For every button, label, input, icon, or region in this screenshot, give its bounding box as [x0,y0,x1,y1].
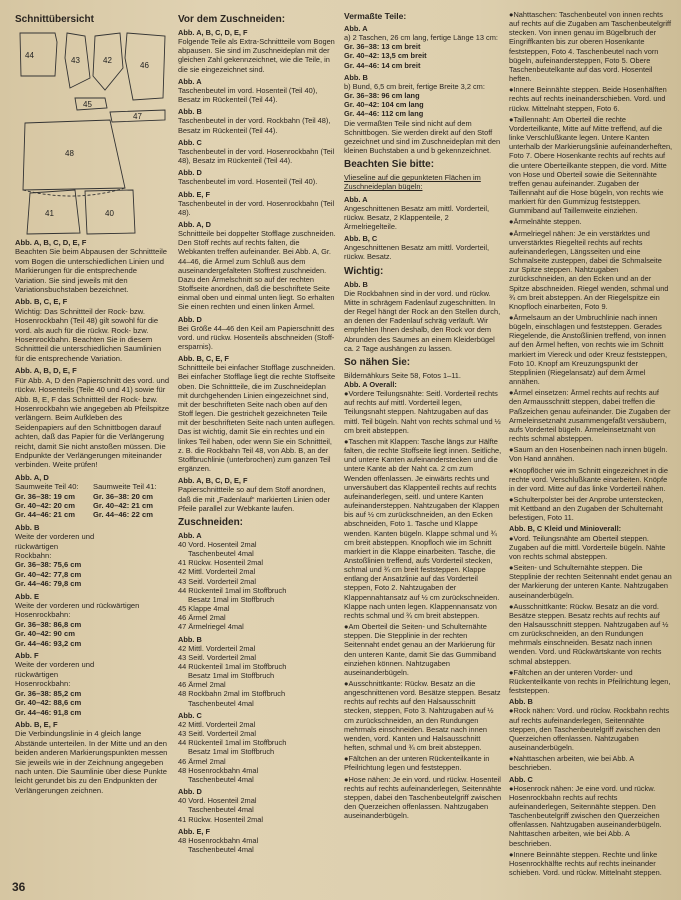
cutting-group [178,531,336,632]
cutting-title: Zuschneiden: [178,516,244,528]
instruction-step: ● Vord. Teilungsnähte am Oberteil steppen. Zugaben auf die mittl. Vorderteile bügeln. Nähte von rechts schmal absteppen. [509,534,673,561]
cutting-item: Taschenbeutel 4mal [188,698,254,708]
size-value: Gr. 44–46: 22 cm [93,510,153,520]
diagram-label-47: 47 [133,112,142,121]
diagram-label-44: 44 [25,51,34,60]
size-value: Gr. 40–42: 88,6 cm [15,698,82,708]
size-value: Gr. 44–46: 14 cm breit [344,60,421,70]
section-heading: Abb. B, C, E, F [178,354,229,364]
section-text: Taschenbeutel in der vord. Rockbahn (Teil 48), Besatz im Rückenteil (Teil 44). [178,116,331,135]
section-text: a) 2 Taschen, 26 cm lang, fertige Länge 13 cm: [344,33,498,43]
cutting-item: 40 Vord. Hosenteil 2mal [178,796,257,806]
cutting-item: 48 Rockbahn 2mal im Stoffbruch [178,689,286,699]
section-heading: Abb. E [15,591,40,601]
instruction-step: ● Knopflöcher wie im Schnitt eingezeichnet in die rechte vord. Verschlußkante einarbeiten. Knöpfe in der vord. Mitte auf das linke Vorderteil nähen. [509,466,673,493]
instruction-step: ● Nahttaschen: Taschenbeutel von innen rechts auf rechts auf die Zugaben am Taschenbeutelgriff stecken. Von innen genau im Bügelbruch der Eingriffkanten bis zur oberen Hosenkante feststeppen, Foto 4. Taschenbeutel nach vorn bügeln, aufeinandersteppen, Foto 5. Obere Taschenbeutelkante auf das vord. Hosenteil heften. [509,10,673,83]
section-heading: Abb. D [178,314,202,324]
instruction-step: ● Ausschnittkante: Rückw. Besatz an die vord. Besätze steppen. Besatz rechts auf rechts auf den Halsausschnitt steppen. Nahtzugaben auf ½ cm zurückschneiden, an den Rundungen mehrmals einschneiden. Besatz nach innen wenden. Vord. und Rückwärtskante von rechts schmal absteppen. [509,602,673,666]
instruction-step: ● Innere Beinnähte steppen. Rechte und linke Hosenrockhälfte rechts auf rechts ineinander schieben. Vord. und rückw. Mittelnaht steppen. [509,850,673,877]
cutting-item: 43 Seitl. Vorderteil 2mal [178,576,257,586]
section-heading: Abb. B [344,72,368,82]
section-text: Weite der vorderen und rückwärtigen Hosenrockbahn: [15,660,95,689]
instruction-step: ● Nahttaschen arbeiten, wie bei Abb. A beschrieben. [509,754,673,772]
diagram-label-48: 48 [65,149,74,158]
instruction-step: ● Taschen mit Klappen: Tasche längs zur Hälfte falten, die rechte Stoffseite liegt innen. Seitliche, und untere Kanten aufeinanderstecken und die untere Kante ab der Naht ca. 2 cm zum Wenden offenlassen. Je einwärts rechts und unversäubert das Klappenteil rechts auf rechts aufeinanderlegen, seitl. und untere Kanten aufeinandersteppen. Nahtzugaben der Klappen bis auf ½ cm zurückschneiden, an den Ecken abschneiden, Foto 1. Tasche und Klappe wenden. Kanten bügeln. Klappe schmal und ¾ cm breit absteppen. Knopfloch wie im Schnitt markiert in die Klappe einarbeiten. Tasche, die Anstoßlinien treffend, aufs Vorderteil stecken, schmal und ¾ cm breit feststeppen. Klappe entlang der Ansatzlinie auf das Vorderteil steppen, Foto 2. Nahtzugaben der Klappennahtansatz auf ½ cm zurückschneiden. Klappe nach unten legen. Klappennansatz von rechts schmal und ¾ cm breit absteppen. [344,437,502,620]
cutting-item: Taschenbeutel 4mal [188,774,254,784]
section-text: Papierschnittteile so auf dem Stoff anordnen, daß die mit „Fadenlauf“ markierten Linien oder Pfeile parallel zur Webkante laufen. [178,485,330,513]
size-value: Gr. 44–46: 79,8 cm [15,579,82,589]
cutting-group-heading: Abb. D [178,787,202,797]
instruction-step: ● Vordere Teilungsnähte: Seitl. Vorderteil rechts auf rechts auf mittl. Vorderteil legen, Teilungsnaht steppen. Nahtzugaben auf das mittl. Teil bügeln. Naht von rechts schmal und ½ cm breit absteppen. [344,389,502,435]
size-value: Gr. 36–38: 96 cm lang [344,91,420,101]
instruction-step: ● Innere Beinnähte steppen. Beide Hosenhälften rechts auf rechts ineinanderschieben. Vord. und rückw. Mittelnaht steppen, Foto 6. [509,85,673,112]
size-value: Gr. 36–38: 13 cm breit [344,42,421,52]
section-heading: Abb. B, C [344,234,378,244]
instruction-step: ● Am Oberteil die Seiten- und Schulternähte steppen. Die Stepplinie in der rechten Seitennaht endet genau an der Markierung für den unteren Kante, damit Sie das Gummiband einziehen können. Nahtzugaben auseinanderbügeln. [344,622,502,677]
cutting-item: 46 Ärmel 2mal [178,680,226,690]
column-4 [509,10,673,879]
instruction-step: ● Hose nähen: Je ein vord. und rückw. Hosenteil rechts auf rechts aufeinanderlegen, Seitennähte steppen, dabei den Taschenbeutelgriff zwischen den Querzeichen offenlassen. Nahtzugaben auseinanderbügeln. [344,775,502,821]
cutting-group-heading: Abb. E, F [178,826,211,836]
section-text: Taschenbeutel im vord. Hosenteil (Teil 40), Besatz im Rückenteil (Teil 44). [178,85,318,105]
sewing-title: So nähen Sie: [344,356,411,368]
section-text: b) Bund, 6,5 cm breit, fertige Breite 3,2 cm: [344,81,485,91]
section-text: Folgende Teile als Extra-Schnittteile vom Bogen abpausen. Sie sind im Zuschneideplan mit der gleichen Zahl gekennzeichnet, wie die Teile, in die sie eingezeichnet sind. [178,37,335,74]
diagram-label-41: 41 [45,209,54,218]
cutting-item: Besatz 1mal im Stoffbruch [188,747,275,757]
diagram-label-42: 42 [103,56,112,65]
size-header: Saumweite Teil 40: [15,482,79,492]
section-heading: Abb. C [178,137,202,147]
section-heading: Abb. A [344,194,368,204]
section-heading: Abb. B [509,697,533,707]
section-text: Die Rockbahnen sind in der vord. und rückw. Mitte in schrägem Fadenlauf zugeschnitten. In der Regel hängt der Rock an den Stellen durch, an denen der Fadenlauf schräg verläuft. Wir empfehlen Ihnen deshalb, den Rock vor dem Abrunden des Saumes an einem Kleiderbügel ca. 2 Tage aushängen zu lassen. [344,288,501,353]
diagram-label-43: 43 [71,56,80,65]
section-text: Wichtig: Das Schnittteil der Rock- bzw. Hosenrockbahn (Teil 48) gilt sowohl für die vord. als auch für die rückw. Rock- bzw. Hosenrockbahn. Beachten Sie in diesem Schnittteil die unterschiedlichen Saumlinien für die entsprechende Variation. [15,306,162,363]
instruction-step: ● Ärmelsaum an der Umbruchlinie nach innen bügeln, einschlagen und feststeppen. Gerades Riegelende, die Anstoßlinien treffend, von innen auf den Ärmel heften, von rechts wie im Schnitt markiert im Viereck und oder Kreuz feststeppen, Foto 10. Knopf am Kreuzungspunkt der Stepplinien (Riegelansatz) auf dem Ärmel annähen. [509,313,673,386]
cutting-item: Taschenbeutel 4mal [188,805,254,815]
cutting-group-heading: Abb. A [178,530,202,540]
cutting-item: 46 Ärmel 2mal [178,613,226,623]
section-text: Für Abb. A, D den Papierschnitt des vord. und rückw. Hosenteils (Teile 40 und 41) sowie für Abb. B, E, F das Schnittteil der Rock- bzw. Hosenrockbahn wie angegeben ab Pfeilspitze verlängern. Beim Aufkleben des Seidenpapiers auf den Schnittbogen darauf achten, daß das Papier für die Verlängerung reicht, damit Sie nicht anstoßen müssen. Die Endpunkte der Verlängerungen miteinander verbinden. Weite prüfen! [15,375,170,470]
cutting-item: Taschenbeutel 4mal [188,844,254,854]
section-text: Angeschnittenen Besatz am mittl. Vorderteil, rückw. Besatz. [344,243,490,262]
size-header: Saumweite Teil 41: [93,482,157,492]
section-heading: Abb. C [509,774,533,784]
cutting-item: 41 Rückw. Hosenteil 2mal [178,558,264,568]
cutting-item: 40 Vord. Hosenteil 2mal [178,539,257,549]
section-heading: Abb. A, B, C, D, E, F [178,28,248,37]
section-heading: Abb. B, C Kleid und Minioverall: [509,524,622,534]
instruction-step: ● Fältchen an der unteren Rückenteilkante in Pfeilrichtung legen und feststeppen. [344,754,502,772]
section-text: Bildernähkurs Seite 58, Fotos 1–11. [344,370,461,380]
section-heading: Abb. A [178,76,202,86]
size-value: Gr. 40–42: 21 cm [93,500,153,510]
section-heading: Abb. A, D [15,472,49,482]
section-heading: Abb. A, B, C, D, E, F [15,238,87,247]
section-heading: Abb. A [344,24,368,33]
please-note-title: Beachten Sie bitte: [344,159,435,171]
diagram-label-46: 46 [140,61,149,70]
cutting-item: 42 Mittl. Vorderteil 2mal [178,567,256,577]
section-heading: Abb. B, E, F [15,719,58,729]
pattern-pieces-diagram [15,28,170,238]
cutting-group-heading: Abb. B [178,634,202,644]
section-heading: Abb. F [15,651,39,661]
cutting-list [178,531,336,854]
section-heading: Abb. B, C, E, F [15,297,68,307]
cutting-item: 48 Hosenrockbahn 4mal [178,835,259,845]
section-heading: Abb. A, B, D, E, F [15,366,77,376]
cutting-item: 43 Seitl. Vorderteil 2mal [178,729,257,739]
section-heading: Abb. A, B, C, D, E, F [178,476,248,486]
size-value: Gr. 44–46: 21 cm [15,510,75,520]
size-value: Gr. 36–38: 75,6 cm [15,560,82,570]
size-value: Gr. 40–42: 77,8 cm [15,569,82,579]
instruction-step: ● Fältchen an der unteren Vorder- und Rückenteilkante von rechts in Pfeilrichtung legen, feststeppen. [509,668,673,695]
instruction-step: ● Ärmelriegel nähen: Je ein verstärktes und unverstärktes Riegelteil rechts auf rechts aufeinanderlegen, Längsseiten und eine Schmalseite zusteppen, dabei die Schmalseite zur Spitze steppen. Nahtzugaben zurückschneiden, an den Ecken und an der Spitze abschneiden. Riegel wenden, schmal und ¾ cm breit absteppen. An der Riegelspitze ein Knopfloch einarbeiten, Foto 9. [509,229,673,311]
pattern-overview-title: Schnittübersicht [15,14,94,25]
instruction-step: ● Hosenrock nähen: Je eine vord. und rückw. Hosenrockbahn rechts auf rechts aufeinanderlegen, Seitennähte steppen. Den Taschenbeutelgriff zwischen den Querzeichen offenlassen. Nahtzugaben auseinanderbügeln. Nahttaschen arbeiten, wie bei Abb. A beschrieben. [509,784,673,848]
section-heading: Abb. A, D [178,219,211,229]
instruction-step: ● Ärmelnähte steppen. [509,217,673,226]
section-text: Bei Größe 44–46 den Keil am Papierschnitt des vord. und rückw. Hosenteils abschneiden (Stoff-ersparnis). [178,323,335,351]
instruction-step: ● Saum an den Hosenbeinen nach innen bügeln. Von Hand annähen. [509,445,673,463]
column-3 [344,10,502,822]
section-text: Taschenbeutel in der vord. Hosenrockbahn (Teil 48). [178,198,335,217]
cutting-item: 44 Rückenteil 1mal im Stoffbruch [178,738,287,748]
section-text: Weite der vorderen und rückwärtigen Rockbahn: [15,532,95,560]
section-text: Die Verbindungslinie in 4 gleich lange Abstände unterteilen. In der Mitte und an den beiden anderen Markierungspunkten messen Sie jeweils wie in der Zeichnung angegeben nach unten. Die Saumlinie über diese Punkte leicht gerundet bis zu den Endpunkten der Verlängerungen zeichnen. [15,729,168,795]
cutting-item: Besatz 1mal im Stoffbruch [188,594,275,604]
section-heading: Abb. B [344,279,368,289]
diagram-label-40: 40 [105,209,114,218]
size-value: Gr. 36–38: 86,8 cm [15,619,82,629]
section-text: Die vermaßten Teile sind nicht auf dem Schnittbogen. Sie werden direkt auf den Stoff gezeichnet und sind im Zuschneideplan mit den kleinen Buchstaben a und b gekennzeichnet. [344,118,501,156]
cutting-item: 45 Klappe 4mal [178,604,230,614]
section-heading: Abb. A Overall: [344,380,397,389]
cutting-item: 42 Mittl. Vorderteil 2mal [178,643,256,653]
cutting-group [178,827,336,854]
section-text: Vlieseline auf die gepunkteten Flächen im Zuschneideplan bügeln: [344,173,481,192]
cutting-group [178,787,336,824]
section-text: Schnittteile bei einfacher Stofflage zuschneiden. Bei einfacher Stofflage liegt die rechte Stoffseite oben. Die Schnittteile, die im Zuschneideplan mit durchgehenden Linien eingezeichnet sind, mit der beschrifteten Seite nach oben auf den Stoff legen. Die gestrichelt gezeichneten Teile mit der beschrifteten Seite nach unten auflegen. Das ist wichtig, damit Sie ein rechtes und ein linkes Teil haben, oder wenn Sie ein Schnittteil, z. B. die Rockbahn Teil 48, von Abb. B, an der Stoffbruchlinie (unterbrochen) zum ganzen Teil ergänzen. [178,363,336,474]
section-text: Beachten Sie beim Abpausen der Schnittteile vom Bogen die unterschiedlichen Linien und Markierungen für die entsprechende Variation. Sie sind jeweils mit den Variationsbuchstaben bezeichnet. [15,247,167,295]
cutting-group [178,635,336,708]
instruction-step: ● Schulterpolster bei der Anprobe unterstecken, mit Kettband an den Zugaben der Schulternaht befestigen, Foto 11. [509,495,673,522]
size-value: Gr. 44–46: 93,2 cm [15,638,82,648]
section-heading: Abb. B [178,107,202,117]
section-text: Angeschnittenen Besatz am mittl. Vorderteil, rückw. Besatz, 2 Klappenteile, 2 Ärmelriegelteile. [344,203,490,231]
instruction-step: ● Taillennaht: Am Oberteil die rechte Vorderteilkante, Mitte auf Mitte treffend, auf die linke Verschlußkante legen. Untere Kanten unterhalb der Markierungslinie aufeinanderheften, Foto 7. Obere Hosenkante rechts auf rechts auf die untere Oberteilkante steppen, die vord. Mitte von Hose und Oberteil sowie die Seitennähte treffen genau aufeinander. Zugaben der Taillennaht auf die Hose bügeln, von rechts wie markiert für den Gummizug feststeppen. Gummiband auf Taillenweite einziehen. [509,115,673,216]
cutting-item: 47 Ärmelriegel 4mal [178,622,244,632]
cutting-item: 48 Hosenrockbahn 4mal [178,765,259,775]
size-value: Gr. 36–38: 20 cm [93,491,153,501]
important-title: Wichtig: [344,265,384,277]
section-text: Schnittteile bei doppelter Stofflage zuschneiden. Den Stoff rechts auf rechts falten, die Webkanten treffen aufeinander. Bei Abb. A, Gr. 44–46, die Ärmel zum Schluß aus dem auseinandergefalteten Stoffrest zuschneiden. Dazu den Ärmelschnitt so auf der rechten Stoffseite anordnen, daß die beschriftete Seite einmal oben und einmal unten liegt. So erhalten Sie einen rechten und einen linken Ärmel. [178,229,336,312]
size-value: Gr. 40–42: 104 cm lang [344,100,424,110]
measured-parts-title: Vermaßte Teile: [344,11,407,21]
instruction-step: ● Ärmel einsetzen: Ärmel rechts auf rechts auf den Armausschnitt steppen, dabei treffen die Paßzeichen genau aufeinander. Die Zugaben der Armeleinsetznaht zusammengefaßt versäubern, aufs Vorderteil bügeln. Ärmeleinsetznaht von rechts schmal absteppen. [509,388,673,443]
column-1 [15,10,170,798]
cutting-group [178,711,336,784]
size-value: Gr. 44–46: 112 cm lang [344,109,424,119]
section-text: Weite der vorderen und rückwärtigen Hosenrockbahn: [15,601,140,620]
section-heading: Abb. B [15,522,40,532]
section-heading: Abb. E, F [178,189,211,199]
cutting-item: 44 Rückenteil 1mal im Stoffbruch [178,585,287,595]
cutting-item: Taschenbeutel 4mal [188,549,254,559]
section-heading: Abb. D [178,168,202,178]
size-value: Gr. 36–38: 85,2 cm [15,688,82,698]
size-value: Gr. 44–46: 91,8 cm [15,707,82,717]
cutting-item: 46 Ärmel 2mal [178,756,226,766]
size-value: Gr. 40–42: 13,5 cm breit [344,51,427,61]
column-2 [178,10,336,857]
cutting-group-heading: Abb. C [178,710,202,720]
page-number: 36 [12,880,26,894]
cutting-item: Besatz 1mal im Stoffbruch [188,671,275,681]
section-text: Taschenbeutel in der vord. Hosenrockbahn (Teil 48), Besatz im Rückenteil (Teil 44). [178,146,335,166]
cutting-item: 41 Rückw. Hosenteil 2mal [178,814,264,824]
instruction-step: ● Ausschnittkante: Rückw. Besatz an die angeschnittenen vord. Besätze steppen. Besatz rechts auf rechts auf den Halsausschnitt stecken, steppen, Foto 3. Nahtzugaben auf ½ cm zurückschneiden, an den Rundungen mehrmals einschneiden. Besatz nach innen wenden, vord. Kanten und Halsausschnitt heften, schmal und ¾ cm breit absteppen. [344,679,502,752]
size-value: Gr. 36–38: 19 cm [15,491,75,501]
size-value: Gr. 40–42: 90 cm [15,629,75,639]
instruction-step: ● Seiten- und Schulternähte steppen. Die Stepplinie der rechten Seitennaht endet genau an der Markierung der unteren Kante. Nahtzugaben auseinanderbügeln. [509,563,673,600]
before-cutting-title: Vor dem Zuschneiden: [178,14,286,25]
diagram-label-45: 45 [83,100,92,109]
cutting-item: 44 Rückenteil 1mal im Stoffbruch [178,662,287,671]
cutting-item: 42 Mittl. Vorderteil 2mal [178,719,256,729]
cutting-item: 43 Seitl. Vorderteil 2mal [178,652,257,662]
section-text: Taschenbeutel im vord. Hosenteil (Teil 40). [178,177,318,187]
instruction-step: ● Rock nähen: Vord. und rückw. Rockbahn rechts auf rechts aufeinanderlegen, Seitennähte steppen, den Taschenbeutelgriff zwischen den Querzeichen offenlassen. Nahtzugaben auseinanderbügeln. [509,706,673,752]
size-value: Gr. 40–42: 20 cm [15,500,75,510]
